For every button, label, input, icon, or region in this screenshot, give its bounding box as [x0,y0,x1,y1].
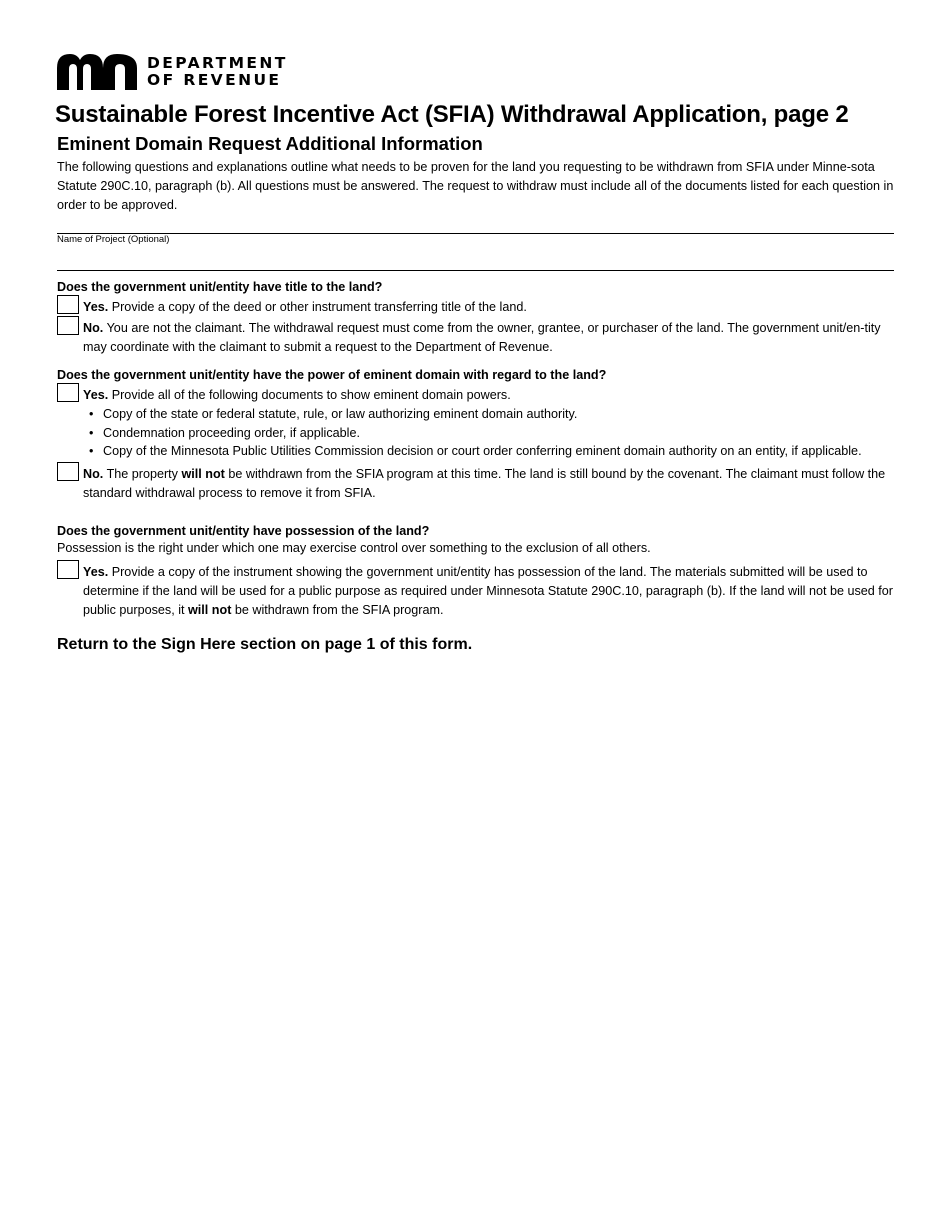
possession-note: Possession is the right under which one may exercise control over something to the exclusion of all others. [57,540,651,555]
title-no-text: You are not the claimant. The withdrawal request must come from the owner, grantee, or purchaser of the land. The government unit/en-tity may coordinate with the claimant to submit a request to the Department of Revenue. [83,321,881,354]
title-no-option [57,319,894,357]
project-name-field[interactable] [57,233,894,271]
list-item: • Condemnation proceeding order, if applicable. [103,424,894,443]
department-name [147,55,288,89]
eminent-yes-text: Provide all of the following documents to show eminent domain powers. [108,388,511,402]
possession-yes-text-1: Provide a copy of the instrument showing the government unit/entity has possession of the land. The materials submitted will be used to determine if the land will be used for a public purpose as required under Minnesota Statute 290C.10, paragraph (b). If the land will not be used for public purposes, it [83,564,893,617]
eminent-no-bold: will not [181,466,225,481]
logo-line-2: OF REVENUE [147,71,282,89]
list-item: • Copy of the state or federal statute, rule, or law authorizing eminent domain authority. [103,405,894,424]
eminent-no-label: No. [83,466,104,481]
possession-yes-option [57,563,894,620]
eminent-no-text-2: be withdrawn from the SFIA program at this time. The land is still bound by the covenant. The claimant must follow the standard withdrawal process to remove it from SFIA. [83,466,886,500]
logo-line-1: DEPARTMENT [147,54,288,72]
eminent-no-checkbox[interactable] [57,462,79,481]
form-page [57,52,894,656]
page-title: Sustainable Forest Incentive Act (SFIA) Withdrawal Application, page 2 [55,101,849,128]
eminent-no-text-1: The property [103,466,182,481]
question-eminent-domain: Does the government unit/entity have the power of eminent domain with regard to the land? [57,368,607,382]
list-item: • Copy of the Minnesota Public Utilities Commission decision or court order conferring eminent domain authority on an entity, if applicable. [103,442,894,461]
title-yes-option [57,298,894,317]
mn-logo-icon [57,54,137,90]
question-possession: Does the government unit/entity have possession of the land? [57,523,430,538]
possession-yes-bold: will not [188,602,232,617]
possession-yes-text-2: be withdrawn from the SFIA program. [231,602,444,617]
possession-yes-checkbox[interactable] [57,560,79,579]
eminent-yes-checkbox[interactable] [57,383,79,402]
title-no-checkbox[interactable] [57,316,79,335]
question-title: Does the government unit/entity have title to the land? [57,280,383,294]
intro-text: The following questions and explanations outline what needs to be proven for the land you requesting to be withdrawn from SFIA under Minne-sota Statute 290C.10, paragraph (b). All questions must be answered. The request to withdraw must include all of the documents listed for each question in order to be approved. [57,160,894,212]
title-yes-checkbox[interactable] [57,295,79,314]
section-title: Eminent Domain Request Additional Information [57,133,483,154]
title-no-label: No. [83,321,104,335]
eminent-no-option [57,465,894,503]
eminent-yes-label: Yes. [83,388,109,402]
title-yes-label: Yes. [83,300,109,314]
eminent-yes-option [57,386,894,405]
title-yes-text: Provide a copy of the deed or other instrument transferring title of the land. [108,300,527,314]
return-instruction: Return to the Sign Here section on page 1 of this form. [57,635,473,653]
possession-yes-label: Yes. [83,564,109,579]
eminent-documents-list [57,405,894,461]
project-name-label: Name of Project (Optional) [57,234,170,245]
department-logo [57,52,894,92]
